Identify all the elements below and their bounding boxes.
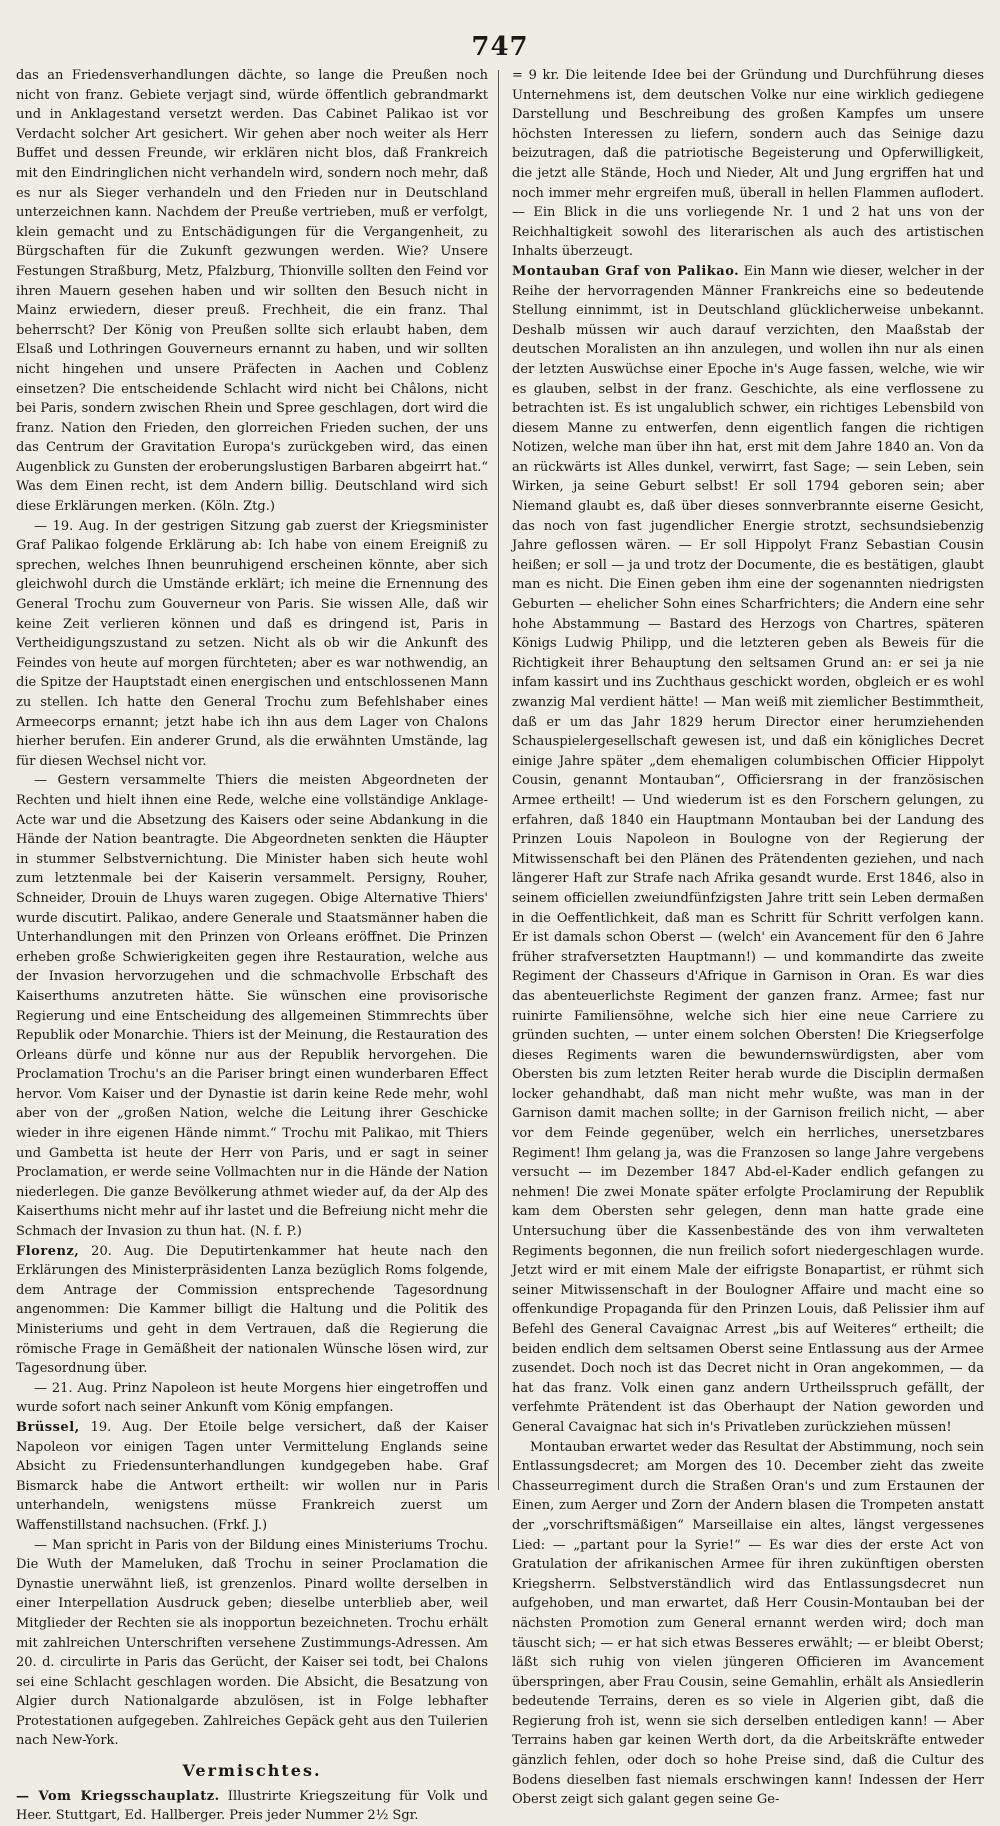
article-paragraph: [512, 66, 984, 262]
paragraph-text: Ein Mann wie dieser, welcher in der Reihe der hervorragenden Männer Frankreichs eine so bedeutende Stellung einnimmt, ist in Deutschland glücklicherweise unbekannt. Deshalb müssen wir auch darauf verzichten, den Maaßstab der deutschen Moralisten an ihn anzulegen, und wollen ihn nur als einen der letzten Auswüchse einer Epoche in's Auge fassen, welche, wie wir es glauben, selbst in der franz. Geschichte, als eine verflossene zu betrachten ist. Es ist ungalublich schwer, ein richtiges Lebensbild von diesem Manne zu entwerfen, denn eigentlich fangen die richtigen Notizen, welche man über ihn hat, erst mit dem Jahre 1840 an. Von da an rückwärts ist Alles dunkel, verwirrt, fast Sage; — sein Leben, sein Wirken, ja seine Geburt selbst! Er soll 1794 geboren sein; aber Niemand glaubt es, daß über dieses sonnverbrannte eiserne Gesicht, das noch von fast jugendlicher Energie strotzt, sechsundsiebenzig Jahre geflossen wären. — Er soll Hippolyt Franz Sebastian Cousin heißen; er soll — ja und trotz der Documente, die es bestätigen, glaubt man es nicht. Die Einen geben ihm eine der sogenannten niedrigsten Geburten — ehelicher Sohn eines Scharfrichters; die Andern eine sehr hohe Abstammung — Bastard des Herzogs von Chartres, späteren Königs Ludwig Philipp, und die letzteren geben als Beweis für die Richtigkeit ihrer Behauptung den seltsamen Grund an: er sei ja nie infam kassirt und ins Zuchthaus geschickt worden, obgleich er es wohl zwanzig Mal verdient hätte! — Man weiß mit ziemlicher Bestimmtheit, daß er um das Jahr 1829 herum Director einer herumziehenden Schauspielergesellschaft gewesen ist, und daß ein königliches Decret einige Jahre später „dem ehemaligen columbischen Officier Hippolyt Cousin, genannt Montauban“, Officiersrang in der französischen Armee ertheilt! — Und wiederum ist es den Forschern gelungen, zu erfahren, daß 1840 ein Hauptmann Montauban bei der Landung des Prinzen Louis Napoleon in Boulogne von der Regierung der Mitwissenschaft bei den Plänen des Prätendenten geziehen, und nach längerer Haft zur Strafe nach Afrika gesandt wurde. Erst 1846, also in seinem officiellen zweiundfünfzigsten Jahre tritt sein Leben dermaßen in die Oeffentlichkeit, daß man es Schritt für Schritt verfolgen kann. Er ist damals schon Oberst — (welch' ein Avancement für den 6 Jahre früher strafversetzten Hauptmann!) — und kommandirte das zweite Regiment der Chasseurs d'Afrique in Garnison in Oran. Es war dies das abenteuerlichste Regiment der ganzen franz. Armee; fast nur ruinirte Familiensöhne, welche sich hier eine neue Carriere zu gründen suchten, — unter einem solchen Obersten! Die Kriegserfolge dieses Regiments waren die bewundernswürdigsten, aber vom Obersten bis zum letzten Reiter herab wurde die Disciplin dermaßen locker gehandhabt, daß man nicht mehr wußte, was man in der Garnison damit machen sollte; in der Garnison freilich nicht, — aber vor dem Feinde gegenüber, welch ein herrliches, unersetzbares Regiment! Ihm gelang ja, was die Franzosen so lange Jahre vergebens versucht — im Dezember 1847 Abd-el-Kader endlich gefangen zu nehmen! Die zwei Monate später erfolgte Proclamirung der Republik kam dem Obersten sehr gelegen, denn man hatte grade eine Untersuchung über die Kassenbestände des von ihm verwalteten Regiments begonnen, die nun freilich sofort niedergeschlagen wurde. Jetzt wird er mit einem Male der eifrigste Bonapartist, er rühmt sich seiner Mitwissenschaft in der Boulogner Affaire und macht eine so offenkundige Propaganda für den Prinzen Louis, daß Pelissier ihm auf Befehl des General Cavaignac Arrest „bis auf Weiteres“ ertheilt; die beiden endlich dem seltsamen Oberst seine Entlassung aus der Armee zusendet. Doch noch ist das Decret nicht in Oran angekommen, — da hat das franz. Volk einen ganz andern Urtheilsspruch gefällt, der verfehmte Prätendent ist das Oberhaupt der Nation geworden und General Cavaignac hat sich in's Privatleben zurückziehen müssen!: [512, 263, 984, 1435]
paragraph-text: — 19. Aug. In der gestrigen Sitzung gab zuerst der Kriegsminister Graf Palikao folgende Erklärung ab: Ich habe von einem Ereigniß zu sprechen, welches Ihnen beunruhigend erscheinen könnte, aber sich gleichwohl durch die Umstände erklärt; ich meine die Ernennung des General Trochu zum Gouverneur von Paris. Sie wissen Alle, daß wir keine Zeit verlieren können und daß es dringend ist, Paris in Vertheidigungszustand zu setzen. Nicht als ob wir die Ankunft des Feindes von heute auf morgen fürchteten; aber es war nothwendig, an die Spitze der Hauptstadt einen energischen und entschlossenen Mann zu stellen. Ich hatte den General Trochu zum Befehlshaber eines Armeecorps ernannt; jetzt habe ich ihn aus dem Lager von Chalons hierher berufen. Ein anderer Grund, als die erwähnten Umstände, lag für diesen Wechsel nicht vor.: [16, 518, 488, 769]
left-column: [16, 66, 488, 1824]
paragraph-text: — 21. Aug. Prinz Napoleon ist heute Morgens hier eingetroffen und wurde sofort nach seiner Ankunft vom König empfangen.: [16, 1380, 488, 1416]
paragraph-text: = 9 kr. Die leitende Idee bei der Gründung und Durchführung dieses Unternehmens ist, dem deutschen Volke nur eine wirklich gediegene Darstellung und Beschreibung des großen Kampfes um unsere höchsten Interessen zu liefern, sondern auch das Seinige dazu beizutragen, daß die patriotische Begeisterung und Opferwilligkeit, die jetzt alle Stände, Hoch und Nieder, Alt und Jung ergriffen hat und noch immer mehr ergreifen muß, überall in hellen Flammen auflodert. — Ein Blick in die uns vorliegende Nr. 1 und 2 hat uns von der Reichhaltigkeit sowohl des literarischen als auch des artistischen Inhalts überzeugt.: [512, 68, 984, 260]
dateline-heading: Brüssel,: [16, 1419, 80, 1435]
paragraph-text: Illustrirte Kriegszeitung für Volk und Heer. Stuttgart, Ed. Hallberger. Preis jeder Nummer 2½ Sgr.: [16, 1788, 488, 1824]
article-paragraph: [512, 1438, 984, 1810]
column-divider: [498, 70, 499, 1490]
news-item: [16, 1418, 488, 1536]
article-paragraph: [16, 517, 488, 772]
article-paragraph: [16, 1536, 488, 1752]
news-item: [512, 262, 984, 1438]
paragraph-text: — Man spricht in Paris von der Bildung eines Ministeriums Trochu. Die Wuth der Mameluken, daß Trochu in seiner Proclamation die Dynastie unerwähnt ließ, ist grenzenlos. Pinard wollte derselben in einer Interpellation Ausdruck geben; dieselbe unterblieb aber, weil Mitglieder der Rechten sie als inopportun bezeichneten. Trochu erhält mit zahlreichen Unterschriften versehene Zustimmungs-Adressen. Am 20. d. circulirte in Paris das Gerücht, der Kaiser sei todt, bei Chalons sei eine Schlacht geschlagen worden. Die Absicht, die Besatzung von Algier durch Nationalgarde abzulösen, ist in Folge lebhafter Protestationen aufgegeben. Zahlreiches Gepäck geht aus den Tuilerien nach New-York.: [16, 1537, 488, 1749]
paragraph-text: 19. Aug. Der Etoile belge versichert, daß der Kaiser Napoleon vor einigen Tagen unter Vermittelung Englands seine Absicht zu Friedensunterhandlungen kundgegeben habe. Graf Bismarck habe die Antwort ertheilt: wir wollen nur in Paris unterhandeln, wenigstens müsse Frankreich zuerst um Waffenstillstand nachsuchen. (Frkf. J.): [16, 1419, 488, 1533]
section-heading: Vermischtes.: [182, 1761, 322, 1781]
article-paragraph: [16, 771, 488, 1241]
paragraph-text: das an Friedensverhandlungen dächte, so lange die Preußen noch nicht von franz. Gebiete verjagt sind, würde öffentlich gebrandmarkt und in Anklagestand versetzt werden. Das Cabinet Palikao ist vor Verdacht solcher Art gesichert. Wir gehen aber noch weiter als Herr Buffet und dessen Freunde, wir erklären nicht blos, daß Frankreich mit den Eindringlichen nicht verhandeln wird, sondern noch mehr, daß es nur als Sieger verhandeln und den Frieden nur in Deutschland unterzeichnen kann. Nachdem der Preuße vertrieben, muß er verfolgt, klein gemacht und zu Entschädigungen für die Vergangenheit, zu Bürgschaften für die Zukunft gezwungen werden. Wie? Unsere Festungen Straßburg, Metz, Pfalzburg, Thionville sollten den Feind vor ihren Mauern gesehen haben und wir sollten den Besuch nicht in Mainz erwiedern, dieser preuß. Frechheit, die ein franz. Thal beherrscht? Der König von Preußen sollte sich erlaubt haben, dem Elsaß und Lothringen Gouverneurs ernannt zu haben, und wir sollten nicht hingehen und unsere Präfecten in Aachen und Coblenz einsetzen? Die entscheidende Schlacht wird nicht bei Châlons, nicht bei Paris, sondern zwischen Rhein und Spree geschlagen, dort wird die franz. Nation den Frieden, den glorreichen Frieden suchen, der uns das Centrum der Gravitation Europa's zurückgeben wird, das einen Augenblick zu Gunsten der eroberungslustigen Barbaren abgeirrt hat.“ Was dem Einen recht, ist dem Andern billig. Deutschland wird sich diese Erklärungen merken. (Köln. Ztg.): [16, 68, 488, 515]
page-number: 747: [471, 32, 529, 62]
news-item: [16, 1242, 488, 1379]
article-paragraph: [16, 66, 488, 517]
right-column: [512, 66, 984, 1808]
dateline-heading: Florenz,: [16, 1243, 80, 1259]
article-paragraph: [16, 1379, 488, 1418]
paragraph-text: Montauban erwartet weder das Resultat der Abstimmung, noch sein Entlassungsdecret; am Morgen des 10. December zieht das zweite Chasseurregiment durch die Straßen Oran's und zum Erstaunen der Einen, zum Aerger und Zorn der Andern blasen die Trompeten anstatt der „vorschriftsmäßigen“ Marseillaise ein altes, längst vergessenes Lied: — „partant pour la Syrie!“ — Es war dies der erste Act von Gratulation der afrikanischen Armee für ihren zukünftigen obersten Kriegsherrn. Selbstverständlich wird das Entlassungsdecret nun aufgehoben, und man erwartet, daß Herr Cousin-Montauban bei der nächsten Promotion zum General ernannt werden wird; doch man täuscht sich; — er hat sich etwas Besseres erwählt; — er bleibt Oberst; läßt sich ruhig von vielen jüngeren Officieren im Avancement überspringen, aber Frau Cousin, seine Gemahlin, erhält als Ansiedlerin bedeutende Terrains, deren es so viele in Algerien gibt, daß die Regierung froh ist, wenn sie sich derselben entledigen kann! — Aber Terrains haben gar keinen Werth dort, da die Arbeitskräfte entweder gänzlich fehlen, oder doch so hohe Preise sind, daß die Cultur des Bodens dieselben fast niemals erschwingen kann! Indessen der Herr Oberst zeigt sich galant gegen seine Ge-: [512, 1439, 984, 1808]
dateline-heading: Montauban Graf von Palikao.: [512, 263, 740, 279]
paragraph-text: — Gestern versammelte Thiers die meisten Abgeordneten der Rechten und hielt ihnen eine Rede, welche eine vollständige Anklage-Acte war und die Absetzung des Kaisers oder seine Abdankung in die Hände der Nation beantragte. Die Abgeordneten senkten die Häupter in stummer Selbstvernichtung. Die Minister haben sich heute wohl zum letztenmale bei der Kaiserin versammelt. Persigny, Rouher, Schneider, Drouin de Lhuys waren zugegen. Obige Alternative Thiers' wurde discutirt. Palikao, andere Generale und Staatsmänner haben die Unterhandlungen mit den Prinzen von Orleans eröffnet. Die Prinzen erheben große Schwierigkeiten gegen ihre Restauration, welche aus der Invasion hervorzugehen und die schmachvolle Erbschaft des Kaiserthums anzutreten hätte. Sie wünschen eine provisorische Regierung und eine Entscheidung des allgemeinen Stimmrechts über Republik oder Monarchie. Thiers ist der Meinung, die Restauration des Orleans dürfe und könne nur aus der Republik hervorgehen. Die Proclamation Trochu's an die Pariser bringt einen wunderbaren Effect hervor. Vom Kaiser und der Dynastie ist darin keine Rede mehr, wohl aber von der „großen Nation, welche die Leitung ihrer Geschicke wieder in ihre eigenen Hände nimmt.“ Trochu mit Palikao, mit Thiers und Gambetta ist heute der Herr von Paris, und er sagt in seiner Proclamation, er werde seine Vollmachten nur in die Hände der Nation niederlegen. Die ganze Bevölkerung athmet wieder auf, da der Alp des Kaiserthums nicht mehr auf ihr lastet und die Befreiung nicht mehr die Schmach der Invasion zu thun hat. (N. f. P.): [16, 773, 488, 1240]
paragraph-text: 20. Aug. Die Deputirtenkammer hat heute nach den Erklärungen des Ministerpräsidenten Lanza bezüglich Roms folgende, dem Antrage der Commission entsprechende Tagesordnung angenommen: Die Kammer billigt die Haltung und die Politik des Ministeriums und geht in dem Vertrauen, daß die Regierung die römische Frage in Gemäßheit der nationalen Wünsche lösen wird, zur Tagesordnung über.: [16, 1243, 488, 1377]
dateline-heading: — Vom Kriegsschauplatz.: [16, 1788, 220, 1804]
news-item: [16, 1787, 488, 1826]
